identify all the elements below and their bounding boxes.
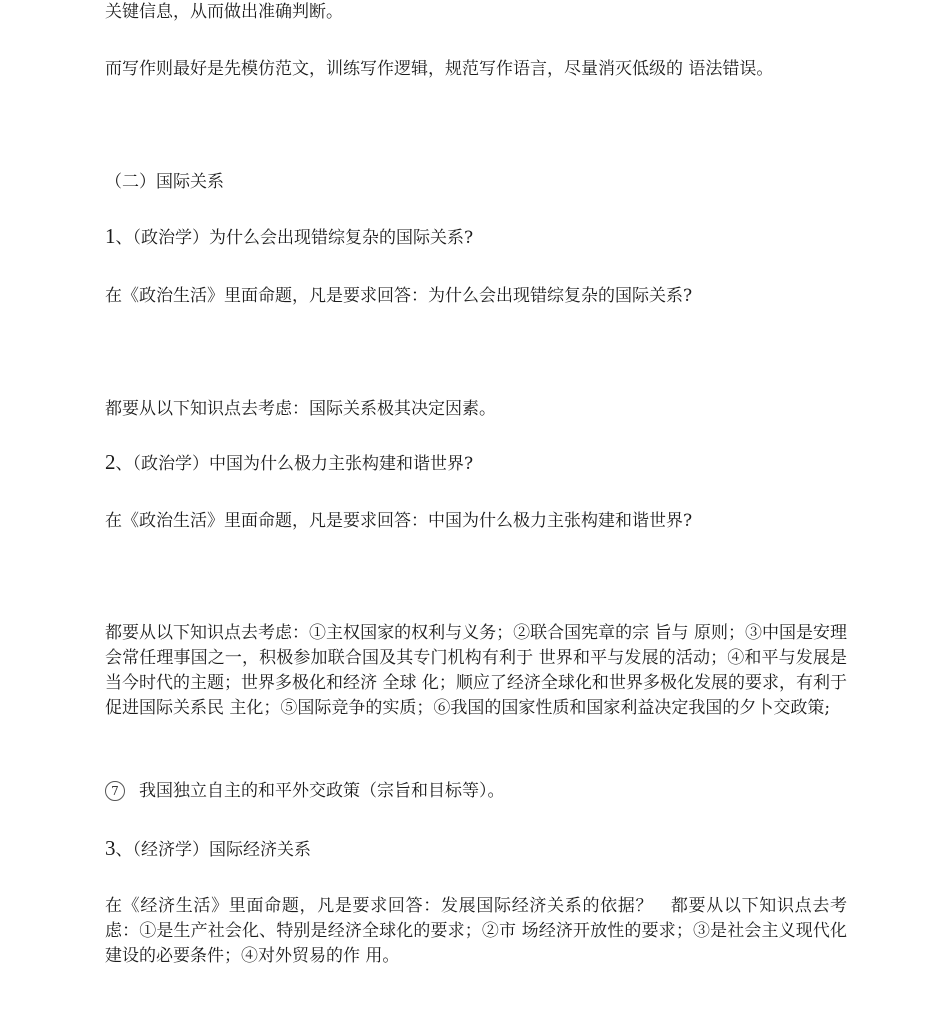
question-2-title: 、（政治学）中国为什么极力主张构建和谐世界? <box>115 454 474 474</box>
question-2-heading <box>105 450 850 477</box>
question-2-item-7-text: 我国独立自主的和平外交政策（宗旨和目标等）。 <box>139 781 505 801</box>
question-3-number: 3 <box>105 836 116 860</box>
question-1-prompt: 在《政治生活》里面命题，凡是要求回答：为什么会出现错综复杂的国际关系? <box>105 286 693 306</box>
question-2-answer: 都要从以下知识点去考虑：①主权国家的权利与义务；②联合国宪章的宗 旨与 原则；③中国是安理会常任理事国之一，积极参加联合国及其专门机构有利于 世界和平与发展的活动；④和平与发展是当今时代的主题；世界多极化和经济 全球 化；顺应了经济全球化和世界多极化发展的要求，有利于促进国际关系民 主化；⑤国际竞争的实质；⑥我国的国家性质和国家利益决定我国的夕卜交政策; <box>105 623 847 718</box>
question-3-title: 、（经济学）国际经济关系 <box>115 840 311 860</box>
paragraph-continuation: 关键信息，从而做出准确判断。 <box>105 2 343 22</box>
question-1-heading <box>105 224 850 251</box>
question-3-heading <box>105 836 850 863</box>
question-2-number: 2 <box>105 450 116 474</box>
question-1-answer: 都要从以下知识点去考虑：国际关系极其决定因素。 <box>105 399 496 419</box>
question-2-item-7 <box>105 779 850 804</box>
paragraph-writing-advice: 而写作则最好是先模仿范文，训练写作逻辑，规范写作语言，尽量消灭低级的 语法错误。 <box>105 59 774 79</box>
circled-number-marker: 7 <box>105 781 125 801</box>
question-3-answer: 在《经济生活》里面命题，凡是要求回答：发展国际经济关系的依据？ 都要从以下知识点去考虑：①是生产社会化、特别是经济全球化的要求；②市 场经济开放性的要求；③是社会主义现代化建设的必要条件；④对外贸易的作 用。 <box>105 896 847 966</box>
section-heading: （二）国际关系 <box>105 172 224 192</box>
question-2-prompt: 在《政治生活》里面命题，凡是要求回答：中国为什么极力主张构建和谐世界? <box>105 511 693 531</box>
question-1-number: 1 <box>105 224 116 248</box>
question-1-title: 、（政治学）为什么会出现错综复杂的国际关系? <box>115 228 474 248</box>
